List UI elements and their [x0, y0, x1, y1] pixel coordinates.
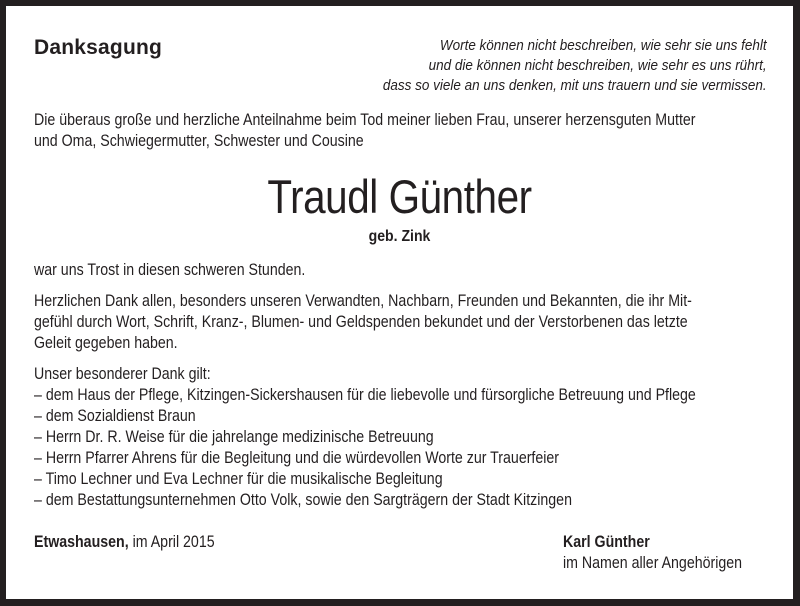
list-item: – Timo Lechner und Eva Lechner für die musikalische Begleitung — [34, 470, 443, 488]
intro-paragraph — [34, 110, 696, 152]
list-item: – dem Sozialdienst Braun — [34, 407, 196, 425]
special-thanks-list — [34, 364, 696, 511]
intro-line: Die überaus große und herzliche Anteilnahme beim Tod meiner lieben Frau, unserer herzensguten Mutter — [34, 111, 696, 129]
date: im April 2015 — [128, 533, 215, 551]
trost-line: war uns Trost in diesen schweren Stunden. — [34, 261, 306, 279]
signer-note: im Namen aller Angehörigen — [563, 554, 743, 572]
thanks-line: gefühl durch Wort, Schrift, Kranz-, Blumen- und Geldspenden bekundet und der Verstorbenen das letzte — [34, 313, 688, 331]
motto-line: Worte können nicht beschreiben, wie sehr sie uns fehlt — [440, 38, 767, 54]
thanks-paragraph — [34, 291, 692, 354]
deceased-name: Traudl Günther — [267, 170, 532, 223]
signer-name: Karl Günther — [563, 533, 650, 551]
place-date — [34, 532, 215, 553]
intro-line: und Oma, Schwiegermutter, Schwester und Cousine — [34, 132, 364, 150]
list-item: – dem Bestattungsunternehmen Otto Volk, sowie den Sargträgern der Stadt Kitzingen — [34, 491, 572, 509]
list-item: – dem Haus der Pflege, Kitzingen-Sickershausen für die liebevolle und fürsorgliche Betreuung und Pflege — [34, 386, 696, 404]
list-item: – Herrn Dr. R. Weise für die jahrelange medizinische Betreuung — [34, 428, 434, 446]
motto-quote — [383, 36, 767, 96]
motto-line: dass so viele an uns denken, mit uns trauern und sie vermissen. — [383, 78, 767, 94]
place: Etwashausen, — [34, 533, 129, 551]
obituary-notice — [6, 6, 793, 599]
maiden-name: geb. Zink — [368, 228, 431, 245]
thanks-line: Geleit gegeben haben. — [34, 334, 178, 352]
signature-block — [563, 532, 742, 574]
special-thanks-heading: Unser besonderer Dank gilt: — [34, 365, 211, 383]
thanks-line: Herzlichen Dank allen, besonders unseren Verwandten, Nachbarn, Freunden und Bekannten, die ihr Mit- — [34, 292, 692, 310]
motto-line: und die können nicht beschreiben, wie sehr es uns rührt, — [428, 58, 767, 74]
notice-title: Danksagung — [34, 36, 163, 59]
list-item: – Herrn Pfarrer Ahrens für die Begleitung und die würdevollen Worte zur Trauerfeier — [34, 449, 560, 467]
